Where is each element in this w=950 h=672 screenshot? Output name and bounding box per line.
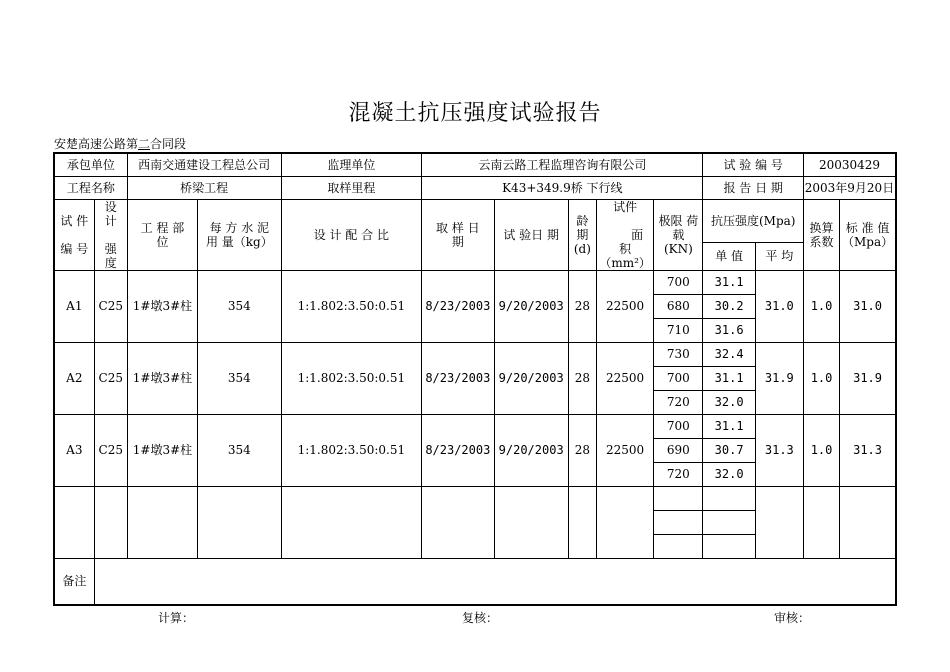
cell-design-grade: C25	[94, 270, 127, 342]
cell-sample-date: 8/23/2003	[422, 414, 494, 486]
cell-test-date: 9/20/2003	[494, 342, 568, 414]
cell-mix-ratio: 1:1.802:3.50:0.51	[281, 414, 422, 486]
cell-area: 22500	[596, 270, 653, 342]
cell-specimen-id: A1	[54, 270, 94, 342]
empty-cell	[94, 486, 127, 558]
audit-sign-label: 审核：	[774, 611, 811, 625]
cell-avg-strength: 31.9	[755, 342, 803, 414]
empty-cell	[596, 486, 653, 558]
cell-single-strength: 31.6	[703, 318, 755, 342]
cell-single-strength: 30.7	[703, 438, 755, 462]
empty-cell	[127, 486, 197, 558]
cell-factor: 1.0	[803, 342, 839, 414]
empty-cell	[703, 534, 755, 558]
hdr-age: 龄 期 (d)	[568, 199, 596, 270]
empty-row	[54, 486, 896, 510]
cell-design-grade: C25	[94, 414, 127, 486]
cell-specimen-id: A3	[54, 414, 94, 486]
contractor-value: 西南交通建设工程总公司	[127, 153, 281, 176]
cell-load: 700	[654, 414, 703, 438]
cell-specimen-id: A2	[54, 342, 94, 414]
cell-single-strength: 30.2	[703, 294, 755, 318]
hdr-load: 极限 荷载 (KN)	[654, 199, 703, 270]
cell-standard-strength: 31.0	[840, 270, 896, 342]
hdr-specimen-no: 试 件 编 号	[54, 199, 94, 270]
cell-test-date: 9/20/2003	[494, 270, 568, 342]
hdr-factor: 换算 系数	[803, 199, 839, 270]
cell-standard-strength: 31.9	[840, 342, 896, 414]
hdr-avg: 平 均	[755, 242, 803, 270]
empty-cell	[54, 486, 94, 558]
cell-single-strength: 31.1	[703, 414, 755, 438]
empty-cell	[281, 486, 422, 558]
cell-cement-amount: 354	[198, 270, 281, 342]
cell-load: 700	[654, 366, 703, 390]
hdr-mix: 设 计 配 合 比	[281, 199, 422, 270]
report-table	[53, 152, 897, 606]
cell-mix-ratio: 1:1.802:3.50:0.51	[281, 342, 422, 414]
hdr-sample-date: 取 样 日 期	[422, 199, 494, 270]
cell-test-date: 9/20/2003	[494, 414, 568, 486]
cell-avg-strength: 31.0	[755, 270, 803, 342]
hdr-standard: 标 准 值 （Mpa）	[840, 199, 896, 270]
cell-load: 710	[654, 318, 703, 342]
project-value: 桥梁工程	[127, 176, 281, 199]
cell-single-strength: 31.1	[703, 366, 755, 390]
cell-load: 680	[654, 294, 703, 318]
table-row	[54, 270, 896, 294]
contract-section: 安楚高速公路第二合同段	[54, 137, 187, 151]
cell-load: 730	[654, 342, 703, 366]
cell-part: 1#墩3#柱	[127, 342, 197, 414]
section-number: 二	[138, 137, 151, 151]
cell-part: 1#墩3#柱	[127, 270, 197, 342]
station-label: 取样里程	[281, 176, 422, 199]
cell-single-strength: 31.1	[703, 270, 755, 294]
calc-sign-label: 计算：	[158, 611, 195, 625]
hdr-cement: 每 方 水 泥 用 量（kg）	[198, 199, 281, 270]
cell-standard-strength: 31.3	[840, 414, 896, 486]
supervisor-label: 监理单位	[281, 153, 422, 176]
cell-single-strength: 32.0	[703, 462, 755, 486]
test-no-label: 试 验 编 号	[703, 153, 803, 176]
project-label: 工程名称	[54, 176, 127, 199]
station-value: K43+349.9桥 下行线	[422, 176, 703, 199]
table-row	[54, 414, 896, 438]
cell-cement-amount: 354	[198, 414, 281, 486]
cell-mix-ratio: 1:1.802:3.50:0.51	[281, 270, 422, 342]
cell-sample-date: 8/23/2003	[422, 342, 494, 414]
empty-cell	[803, 486, 839, 558]
cell-avg-strength: 31.3	[755, 414, 803, 486]
empty-cell	[755, 486, 803, 558]
cell-age: 28	[568, 270, 596, 342]
hdr-area: 试件 面 积 （mm²）	[596, 199, 653, 270]
cell-single-strength: 32.0	[703, 390, 755, 414]
cell-load: 690	[654, 438, 703, 462]
cell-cement-amount: 354	[198, 342, 281, 414]
hdr-test-date: 试 验日 期	[494, 199, 568, 270]
review-sign-label: 复核：	[462, 611, 499, 625]
table-row	[54, 342, 896, 366]
hdr-strength: 抗压强度(Mpa)	[703, 199, 803, 242]
empty-cell	[568, 486, 596, 558]
cell-sample-date: 8/23/2003	[422, 270, 494, 342]
hdr-single: 单 值	[703, 242, 755, 270]
remarks-label: 备注	[54, 558, 94, 605]
hdr-design-strength: 设 计 强 度	[94, 199, 127, 270]
cell-age: 28	[568, 414, 596, 486]
hdr-part: 工 程 部 位	[127, 199, 197, 270]
cell-load: 700	[654, 270, 703, 294]
cell-load: 720	[654, 390, 703, 414]
empty-cell	[840, 486, 896, 558]
cell-single-strength: 32.4	[703, 342, 755, 366]
report-date-value: 2003年9月20日	[803, 176, 896, 199]
remarks-value	[94, 558, 896, 605]
empty-cell	[422, 486, 494, 558]
empty-cell	[494, 486, 568, 558]
cell-design-grade: C25	[94, 342, 127, 414]
supervisor-value: 云南云路工程监理咨询有限公司	[422, 153, 703, 176]
cell-part: 1#墩3#柱	[127, 414, 197, 486]
empty-cell	[654, 534, 703, 558]
empty-cell	[703, 510, 755, 534]
cell-area: 22500	[596, 414, 653, 486]
test-no-value: 20030429	[803, 153, 896, 176]
empty-cell	[654, 486, 703, 510]
report-date-label: 报 告 日 期	[703, 176, 803, 199]
cell-area: 22500	[596, 342, 653, 414]
empty-cell	[703, 486, 755, 510]
remarks-row	[54, 558, 896, 605]
cell-factor: 1.0	[803, 270, 839, 342]
contractor-label: 承包单位	[54, 153, 127, 176]
cell-age: 28	[568, 342, 596, 414]
empty-cell	[198, 486, 281, 558]
cell-factor: 1.0	[803, 414, 839, 486]
report-title: 混凝土抗压强度试验报告	[348, 101, 602, 126]
cell-load: 720	[654, 462, 703, 486]
empty-cell	[654, 510, 703, 534]
